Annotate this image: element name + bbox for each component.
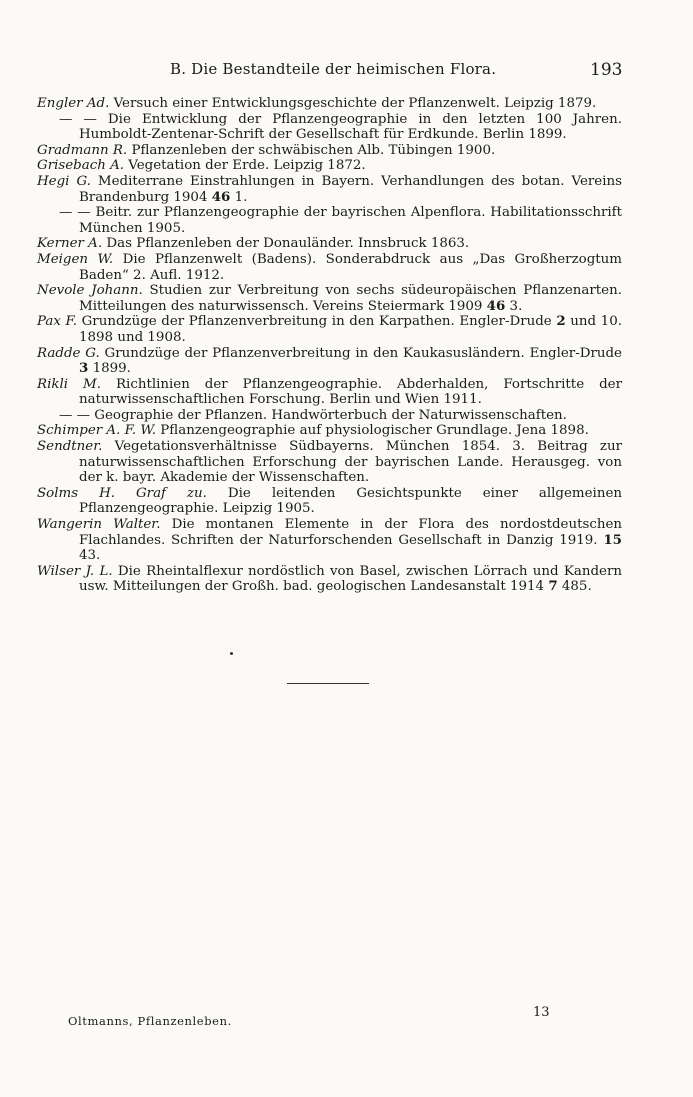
entry-tail: 1899. xyxy=(88,361,131,377)
bibliography-entry xyxy=(37,283,622,314)
running-title: B. Die Bestandteile der heimischen Flora. xyxy=(170,60,497,78)
bibliography-entry xyxy=(37,517,622,564)
entry-text: Die Pflanzenwelt (Badens). Sonderabdruck aus „Das Großherzogtum Baden“ 2. Aufl. 1912. xyxy=(79,251,622,283)
bibliography-entry xyxy=(37,439,622,486)
entry-volume: 7 xyxy=(548,578,558,595)
entry-text: Das Pflanzenleben der Donauländer. Innsbruck 1863. xyxy=(102,236,470,252)
entry-tail: 43. xyxy=(79,548,101,564)
bibliography-entry xyxy=(37,158,622,174)
bibliography-list xyxy=(37,96,622,595)
entry-text: Vegetation der Erde. Leipzig 1872. xyxy=(124,158,366,174)
entry-volume: 2 xyxy=(556,313,566,330)
entry-text: Grundzüge der Pflanzenverbreitung in den Karpathen. Engler-Drude xyxy=(77,314,557,330)
entry-author: Nevole Johann. xyxy=(37,283,143,299)
entry-author: Gradmann R. xyxy=(37,142,128,158)
entry-author: Sendtner. xyxy=(37,439,103,455)
entry-author: Kerner A. xyxy=(37,236,103,252)
bibliography-entry xyxy=(37,174,622,205)
entry-author-repeat: — — xyxy=(59,111,97,127)
entry-text: Die montanen Elemente in der Flora des nordostdeutschen Flachlandes. Schriften der Naturforschenden Gesellschaft in Danzig 1919. xyxy=(79,517,622,548)
entry-text: Mediterrane Einstrahlungen in Bayern. Verhandlungen des botan. Vereins Brandenburg 1904 xyxy=(79,173,622,205)
entry-author: Hegi G. xyxy=(37,173,91,189)
end-rule xyxy=(287,683,369,684)
bibliography-entry xyxy=(37,564,622,595)
entry-text: Beitr. zur Pflanzengeographie der bayrischen Alpenflora. Habilitationsschrift München 1905. xyxy=(79,205,622,236)
entry-tail: 485. xyxy=(557,579,592,595)
entry-text: Geographie der Pflanzen. Handwörterbuch der Naturwissenschaften. xyxy=(90,407,567,423)
bibliography-entry xyxy=(37,252,622,283)
entry-text: Grundzüge der Pflanzenverbreitung in den Kaukasusländern. Engler-Drude xyxy=(99,345,622,361)
entry-author: Wangerin Walter. xyxy=(37,517,161,533)
entry-text: Pflanzenleben der schwäbischen Alb. Tübingen 1900. xyxy=(127,142,496,158)
entry-volume: 46 xyxy=(486,297,506,314)
bibliography-entry xyxy=(37,112,622,143)
signature-mark: 13 xyxy=(533,1005,550,1020)
entry-text: Die Rheintalflexur nordöstlich von Basel, zwischen Lörrach und Kandern usw. Mitteilungen der Großh. bad. geologischen Landesanstalt 1914 xyxy=(79,563,622,595)
bibliography-entry xyxy=(37,408,622,424)
entry-text: Richtlinien der Pflanzengeographie. Abderhalden, Fortschritte der naturwissenschaftlichen Forschung. Berlin und Wien 1911. xyxy=(79,376,622,408)
entry-text: Studien zur Verbreitung von sechs südeuropäischen Pflanzenarten. Mitteilungen des naturwissensch. Vereins Steiermark 1909 xyxy=(79,283,622,314)
bibliography-entry xyxy=(37,486,622,517)
bibliography-entry xyxy=(37,377,622,408)
bibliography-entry xyxy=(37,346,622,377)
entry-text: Versuch einer Entwicklungsgeschichte der Pflanzenwelt. Leipzig 1879. xyxy=(109,96,597,111)
entry-author-repeat: — — xyxy=(59,407,91,423)
entry-author: Rikli M. xyxy=(37,376,101,392)
entry-text: Pflanzengeographie auf physiologischer Grundlage. Jena 1898. xyxy=(156,423,589,439)
bibliography-entry xyxy=(37,205,622,236)
entry-volume: 46 xyxy=(211,188,231,205)
page-number: 193 xyxy=(590,60,623,80)
bibliography-entry xyxy=(37,314,622,345)
entry-author: Schimper A. F. W. xyxy=(37,423,157,439)
bibliography-entry xyxy=(37,423,622,439)
entry-author: Wilser J. L. xyxy=(37,563,113,579)
bibliography-entry xyxy=(37,96,622,112)
entry-tail: und 10. 1898 und 1908. xyxy=(79,314,622,345)
entry-author: Radde G. xyxy=(37,345,100,361)
footer-note: Oltmanns, Pflanzenleben. xyxy=(68,1014,232,1028)
entry-author: Grisebach A. xyxy=(37,158,125,174)
entry-text: Die Entwicklung der Pflanzengeographie in den letzten 100 Jahren. Humboldt-Zentenar-Schrift der Gesellschaft für Erdkunde. Berlin 1899. xyxy=(79,111,622,143)
bibliography-entry xyxy=(37,236,622,252)
entry-text: Vegetationsverhältnisse Südbayerns. München 1854. 3. Beitrag zur naturwissenschaftlichen Erforschung der bayrischen Lande. Herausgeg. von der k. bayr. Akademie der Wissenschaften. xyxy=(79,439,622,486)
entry-volume: 15 xyxy=(603,531,622,548)
entry-author: Solms H. Graf zu. xyxy=(37,485,207,501)
entry-tail: 1. xyxy=(230,189,248,205)
entry-volume: 3 xyxy=(79,360,89,377)
entry-tail: 3. xyxy=(505,298,523,314)
entry-author: Meigen W. xyxy=(37,251,114,267)
entry-author-repeat: — — xyxy=(59,205,91,221)
ink-dot xyxy=(230,652,233,655)
entry-author: Pax F. xyxy=(37,314,77,330)
entry-text: Die leitenden Gesichtspunkte einer allgemeinen Pflanzengeographie. Leipzig 1905. xyxy=(79,485,622,517)
bibliography-entry xyxy=(37,143,622,159)
entry-author: Engler Ad. xyxy=(37,96,110,111)
